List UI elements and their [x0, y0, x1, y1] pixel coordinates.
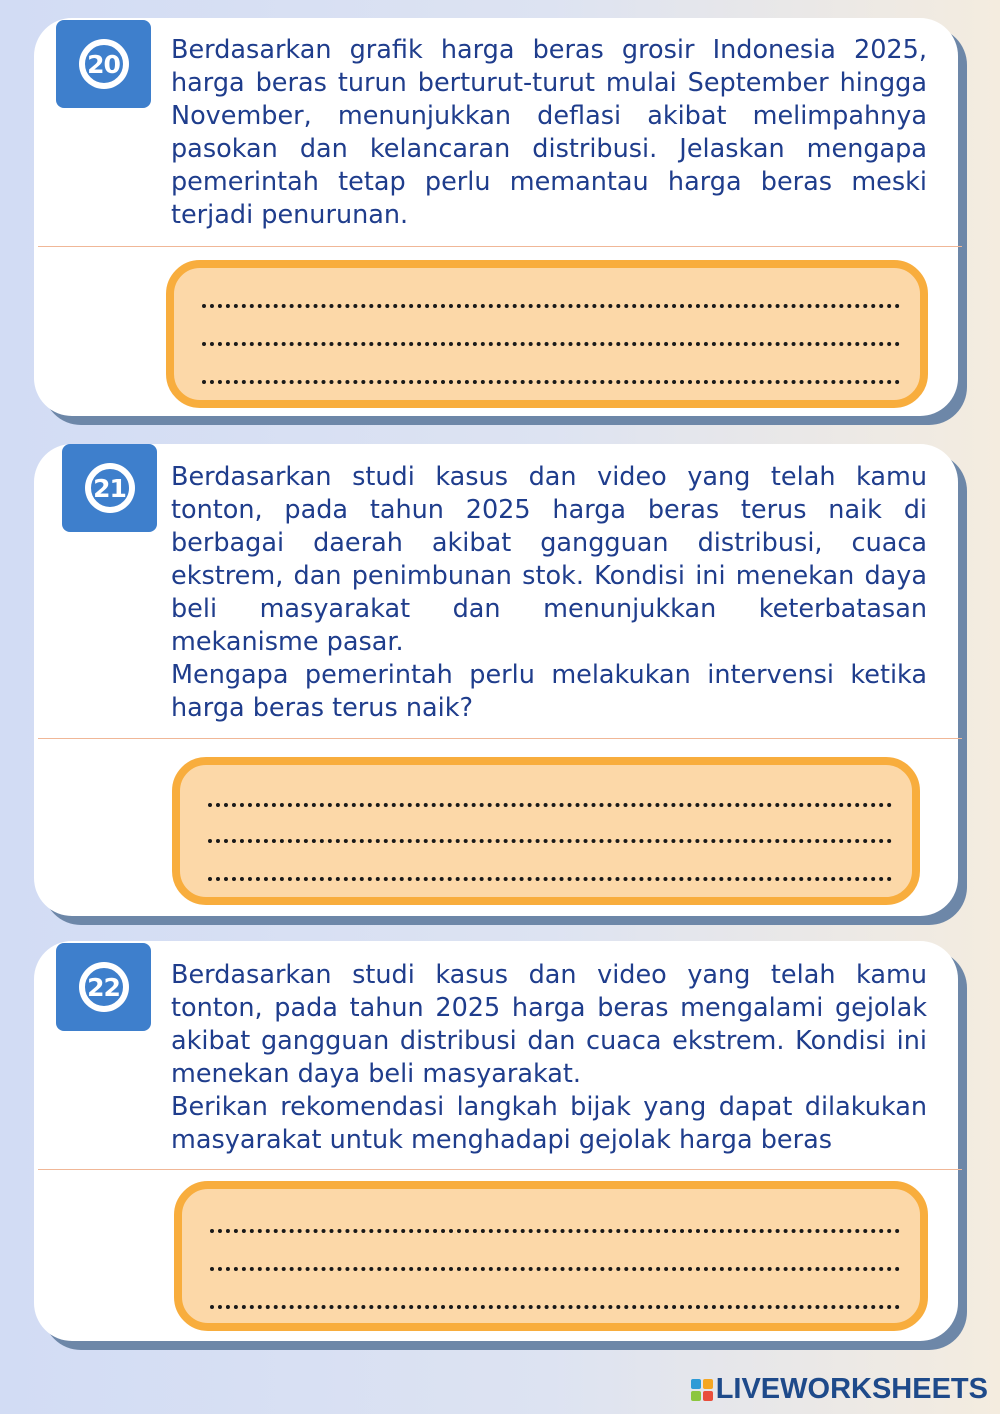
- answer-line: [210, 1289, 900, 1309]
- liveworksheets-logo-icon: [691, 1379, 713, 1401]
- question-number-badge: [56, 943, 151, 1031]
- question-paragraph: Berdasarkan grafik harga beras grosir Indonesia 2025, harga beras turun berturut-turut mulai September hingga November, menunjukkan deflasi akibat melimpahnya pasokan dan kelancaran distribusi. Jelaskan mengapa pemerintah tetap perlu memantau harga beras meski terjadi penurunan.: [171, 35, 927, 230]
- question-card-21: [34, 444, 958, 916]
- divider: [38, 738, 962, 739]
- question-number-badge: [62, 444, 157, 532]
- divider: [38, 246, 962, 247]
- liveworksheets-logo[interactable]: [691, 1373, 988, 1406]
- question-paragraph: Berikan rekomendasi langkah bijak yang dapat dilakukan masyarakat untuk menghadapi gejolak harga beras: [171, 1092, 927, 1155]
- answer-line: [208, 823, 892, 843]
- answer-input-box[interactable]: [174, 1181, 928, 1331]
- answer-line: [202, 288, 900, 308]
- question-number: 22: [83, 966, 125, 1008]
- question-paragraph: Berdasarkan studi kasus dan video yang telah kamu tonton, pada tahun 2025 harga beras terus naik di berbagai daerah akibat gangguan distribusi, cuaca ekstrem, dan penimbunan stok. Kondisi ini menekan daya beli masyarakat dan menunjukkan keterbatasan mekanisme pasar.: [171, 462, 927, 657]
- answer-line: [202, 326, 900, 346]
- number-circle-icon: [85, 463, 135, 513]
- question-number: 21: [89, 467, 131, 509]
- question-text: [171, 959, 927, 1157]
- logo-square: [703, 1379, 713, 1389]
- answer-line: [202, 364, 900, 384]
- number-circle-icon: [79, 39, 129, 89]
- answer-input-box[interactable]: [172, 757, 920, 905]
- question-paragraph: Berdasarkan studi kasus dan video yang telah kamu tonton, pada tahun 2025 harga beras mengalami gejolak akibat gangguan distribusi dan cuaca ekstrem. Kondisi ini menekan daya beli masyarakat.: [171, 960, 927, 1089]
- divider: [38, 1169, 962, 1170]
- question-text: [171, 461, 927, 725]
- answer-line: [210, 1251, 900, 1271]
- answer-line: [208, 861, 892, 881]
- logo-square: [691, 1391, 701, 1401]
- question-number-badge: [56, 20, 151, 108]
- answer-input-box[interactable]: [166, 260, 928, 408]
- brand-name: LIVEWORKSHEETS: [715, 1373, 988, 1405]
- question-card-22: [34, 941, 958, 1341]
- answer-line: [210, 1213, 900, 1233]
- number-circle-icon: [79, 962, 129, 1012]
- question-card-20: [34, 18, 958, 416]
- answer-line: [208, 787, 892, 807]
- question-paragraph: Mengapa pemerintah perlu melakukan intervensi ketika harga beras terus naik?: [171, 660, 927, 723]
- logo-square: [703, 1391, 713, 1401]
- question-text: [171, 34, 927, 232]
- logo-square: [691, 1379, 701, 1389]
- question-number: 20: [83, 43, 125, 85]
